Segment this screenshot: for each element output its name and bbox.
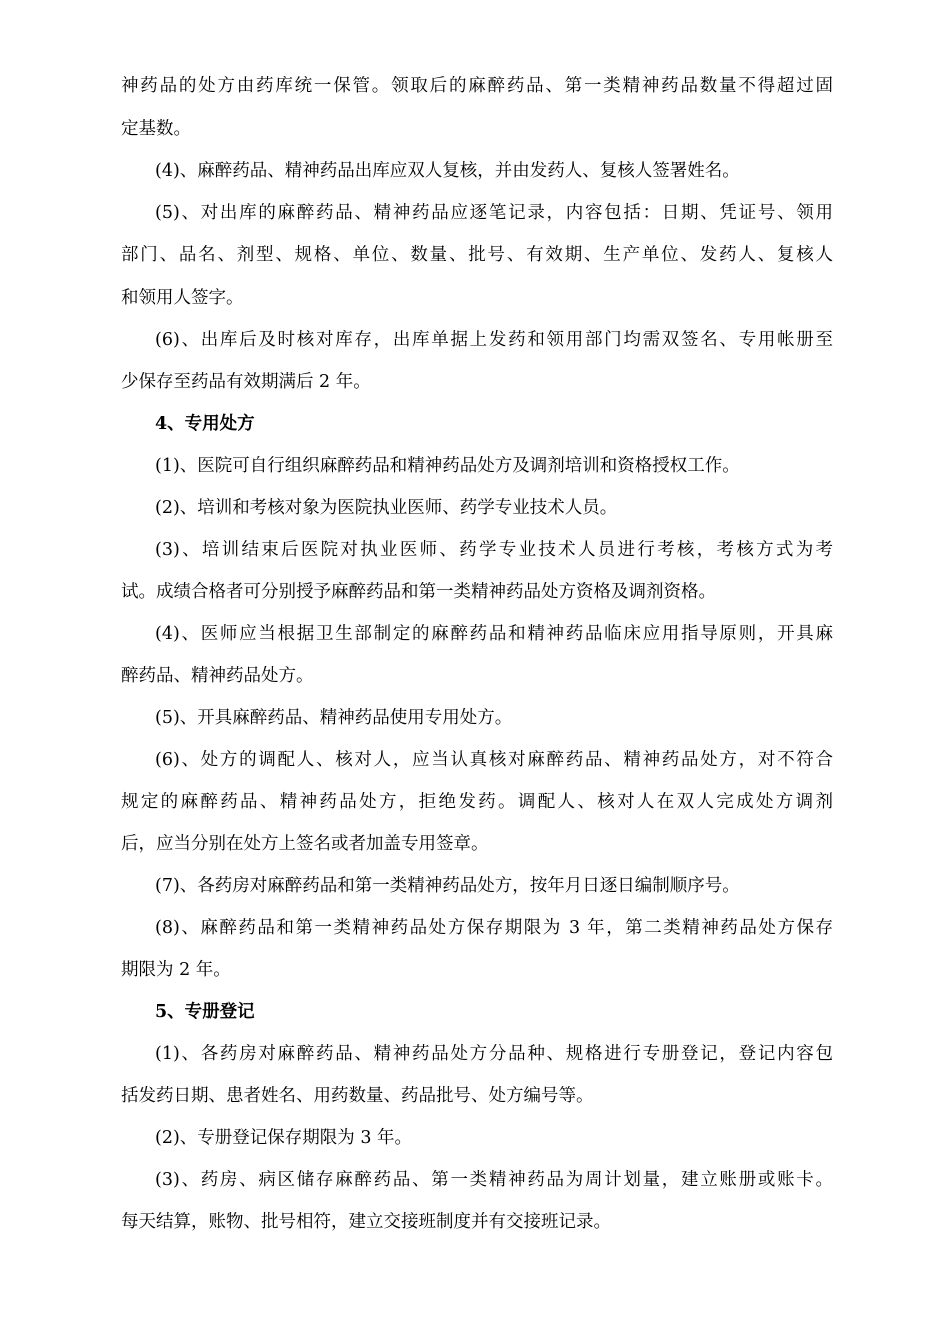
paragraph-line: (1)、各药房对麻醉药品、精神药品处方分品种、规格进行专册登记，登记内容包 <box>155 1044 833 1064</box>
paragraph-line: 试。成绩合格者可分别授予麻醉药品和第一类精神药品处方资格及调剂资格。 <box>121 582 716 602</box>
paragraph-line: 后，应当分别在处方上签名或者加盖专用签章。 <box>121 834 489 854</box>
section-heading: 5、专册登记 <box>155 1002 255 1022</box>
paragraph-line: (1)、医院可自行组织麻醉药品和精神药品处方及调剂培训和资格授权工作。 <box>155 456 740 476</box>
section-heading: 4、专用处方 <box>155 414 255 434</box>
paragraph-line: 每天结算，账物、批号相符，建立交接班制度并有交接班记录。 <box>121 1212 611 1232</box>
paragraph-line: (6)、处方的调配人、核对人，应当认真核对麻醉药品、精神药品处方，对不符合 <box>155 750 833 770</box>
paragraph-line: 规定的麻醉药品、精神药品处方，拒绝发药。调配人、核对人在双人完成处方调剂 <box>121 792 833 812</box>
paragraph-line: (5)、对出库的麻醉药品、精神药品应逐笔记录，内容包括：日期、凭证号、领用 <box>155 203 833 223</box>
paragraph-line: (3)、培训结束后医院对执业医师、药学专业技术人员进行考核，考核方式为考 <box>155 540 833 560</box>
paragraph-line: 少保存至药品有效期满后 2 年。 <box>121 372 371 392</box>
paragraph-line: (6)、出库后及时核对库存，出库单据上发药和领用部门均需双签名、专用帐册至 <box>155 330 833 350</box>
paragraph-line: 期限为 2 年。 <box>121 960 231 980</box>
paragraph-line: 醉药品、精神药品处方。 <box>121 666 314 686</box>
paragraph-line: (3)、药房、病区储存麻醉药品、第一类精神药品为周计划量，建立账册或账卡。 <box>155 1170 833 1190</box>
paragraph-line: (4)、麻醉药品、精神药品出库应双人复核，并由发药人、复核人签署姓名。 <box>155 161 740 181</box>
paragraph-line: (7)、各药房对麻醉药品和第一类精神药品处方，按年月日逐日编制顺序号。 <box>155 876 740 896</box>
paragraph-line: (2)、专册登记保存期限为 3 年。 <box>155 1128 413 1148</box>
paragraph-line: (2)、培训和考核对象为医院执业医师、药学专业技术人员。 <box>155 498 618 518</box>
paragraph-line: 和领用人签字。 <box>121 288 244 308</box>
paragraph-line: (5)、开具麻醉药品、精神药品使用专用处方。 <box>155 708 513 728</box>
paragraph-line: (4)、医师应当根据卫生部制定的麻醉药品和精神药品临床应用指导原则，开具麻 <box>155 624 833 644</box>
paragraph-line: (8)、麻醉药品和第一类精神药品处方保存期限为 3 年，第二类精神药品处方保存 <box>155 918 833 938</box>
paragraph-line: 神药品的处方由药库统一保管。领取后的麻醉药品、第一类精神药品数量不得超过固 <box>121 76 833 96</box>
paragraph-line: 定基数。 <box>121 119 191 139</box>
paragraph-line: 部门、品名、剂型、规格、单位、数量、批号、有效期、生产单位、发药人、复核人 <box>121 245 833 265</box>
paragraph-line: 括发药日期、患者姓名、用药数量、药品批号、处方编号等。 <box>121 1086 594 1106</box>
